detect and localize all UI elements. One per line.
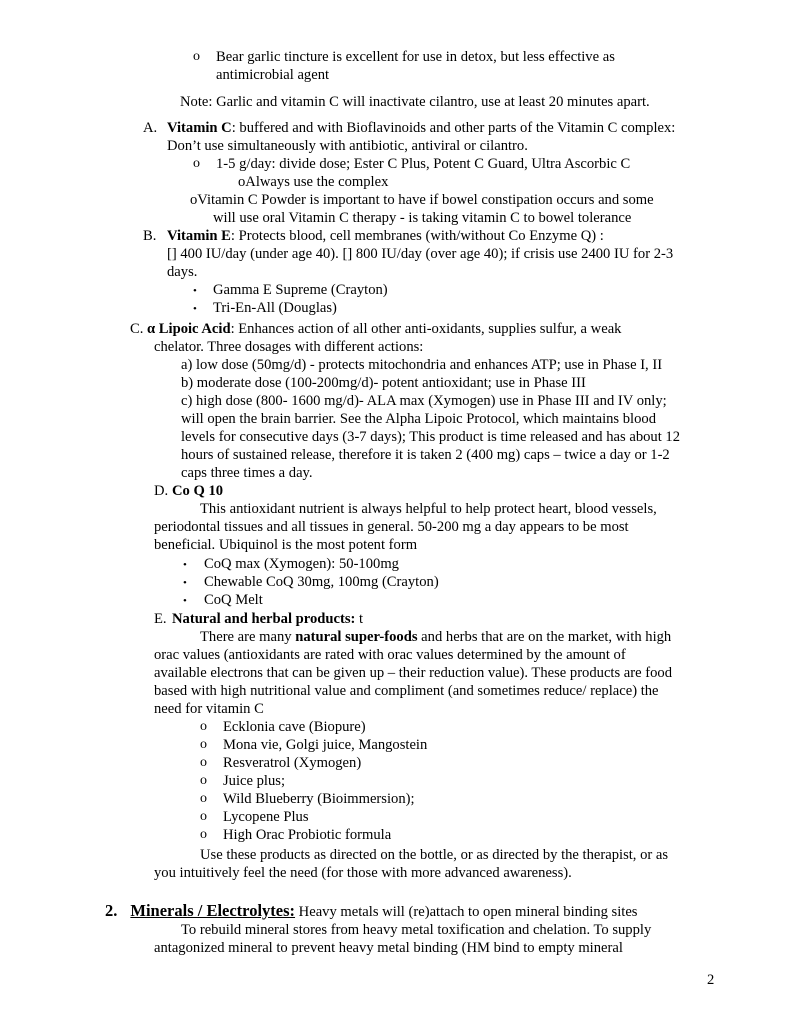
section-title: α Lipoic Acid [147, 321, 231, 337]
text-line: days. [167, 264, 198, 280]
section-title: Co Q 10 [172, 483, 224, 499]
text-line: Bear garlic tincture is excellent for use in detox, but less effective as [216, 49, 615, 65]
list-bullet: • [193, 303, 197, 315]
list-item: Juice plus; [223, 773, 286, 789]
section-heading: Vitamin E: Protects blood, cell membranes (with/without Co Enzyme Q) : [167, 228, 604, 244]
section-heading: Natural and herbal products: t [172, 611, 364, 627]
section-number: 2. [105, 901, 118, 920]
text-line: based with high nutritional value and compliment (and sometimes reduce/ replace) the [154, 683, 659, 699]
text-line: levels for consecutive days (3-7 days); This product is time released and has about 12 [181, 429, 681, 445]
text-line: chelator. Three dosages with different actions: [154, 339, 424, 355]
text-line: you intuitively feel the need (for those with more advanced awareness). [154, 865, 572, 881]
section-heading: α Lipoic Acid: Enhances action of all other anti-oxidants, supplies sulfur, a weak [147, 321, 622, 337]
list-bullet: o [200, 827, 207, 842]
list-item: CoQ max (Xymogen): 50-100mg [204, 556, 399, 572]
section-marker: A. [143, 120, 158, 136]
list-item: Wild Blueberry (Bioimmersion); [223, 791, 415, 807]
list-item: Lycopene Plus [223, 809, 309, 825]
list-item: Chewable CoQ 30mg, 100mg (Crayton) [204, 574, 439, 590]
list-item: CoQ Melt [204, 592, 263, 608]
list-item: Mona vie, Golgi juice, Mangostein [223, 737, 428, 753]
section-marker: E. [154, 611, 167, 627]
text-line: There are many natural super-foods and herbs that are on the market, with high [200, 629, 672, 645]
list-bullet: o [200, 755, 207, 770]
text-line: Use these products as directed on the bottle, or as directed by the therapist, or as [200, 847, 669, 863]
text-line: will use oral Vitamin C therapy - is taking vitamin C to bowel tolerance [213, 210, 632, 226]
list-bullet: o [193, 156, 200, 171]
text-line: To rebuild mineral stores from heavy metal toxification and chelation. To supply [181, 922, 652, 938]
text-line: [] 400 IU/day (under age 40). [] 800 IU/day (over age 40); if crisis use 2400 IU for 2-3 [167, 246, 674, 262]
list-bullet: o [200, 737, 207, 752]
section-title: Natural and herbal products: [172, 611, 356, 627]
section-marker: D. [154, 483, 169, 499]
section-title: Vitamin C [167, 120, 232, 136]
list-bullet: o [200, 791, 207, 806]
text-line: caps three times a day. [181, 465, 313, 481]
text-line: periodontal tissues and all tissues in general. 50-200 mg a day appears to be most [154, 519, 629, 535]
text-line: oVitamin C Powder is important to have if bowel constipation occurs and some [190, 192, 654, 208]
text-line: 1-5 g/day: divide dose; Ester C Plus, Potent C Guard, Ultra Ascorbic C [216, 156, 631, 172]
list-bullet: o [200, 809, 207, 824]
list-bullet: o [193, 49, 200, 64]
text-line: beneficial. Ubiquinol is the most potent form [154, 537, 418, 553]
section-title: Minerals / Electrolytes [130, 901, 290, 920]
text-line: need for vitamin C [154, 701, 264, 717]
list-bullet: • [183, 559, 187, 571]
text-line: oAlways use the complex [238, 174, 389, 190]
text-line: orac values (antioxidants are rated with orac values determined by the amount of [154, 647, 626, 663]
list-item: Ecklonia cave (Biopure) [223, 719, 366, 735]
section-marker: C. [130, 321, 144, 337]
page-number: 2 [707, 972, 715, 988]
list-bullet: • [183, 595, 187, 607]
text-line: a) low dose (50mg/d) - protects mitochondria and enhances ATP; use in Phase I, II [181, 357, 663, 373]
section-title: Vitamin E [167, 228, 231, 244]
text-line: available electrons that can be given up – their reduction value). These products are food [154, 665, 673, 681]
list-item: Resveratrol (Xymogen) [223, 755, 362, 771]
list-bullet: o [200, 773, 207, 788]
list-item: High Orac Probiotic formula [223, 827, 392, 843]
section-heading: Vitamin C: buffered and with Bioflavinoids and other parts of the Vitamin C complex: [167, 120, 676, 136]
list-bullet: • [183, 577, 187, 589]
text-line: antagonized mineral to prevent heavy metal binding (HM bind to empty mineral [154, 940, 623, 956]
text-line: This antioxidant nutrient is always helpful to help protect heart, blood vessels, [200, 501, 657, 517]
text-line: hours of sustained release, therefore it is taken 2 (400 mg) caps – twice a day or 1-2 [181, 447, 670, 463]
text-line: antimicrobial agent [216, 67, 330, 83]
text-line: b) moderate dose (100-200mg/d)- potent antioxidant; use in Phase III [181, 375, 586, 391]
text-line: Don’t use simultaneously with antibiotic, antiviral or cilantro. [167, 138, 528, 154]
text-line: c) high dose (800- 1600 mg/d)- ALA max (Xymogen) use in Phase III and IV only; [181, 393, 667, 409]
list-item: Gamma E Supreme (Crayton) [213, 282, 388, 298]
list-bullet: • [193, 285, 197, 297]
text-line: will open the brain barrier. See the Alpha Lipoic Protocol, which maintains blood [181, 411, 657, 427]
list-item: Tri-En-All (Douglas) [213, 300, 337, 316]
list-bullet: o [200, 719, 207, 734]
note-line: Note: Garlic and vitamin C will inactivate cilantro, use at least 20 minutes apart. [180, 94, 650, 110]
section-marker: B. [143, 228, 157, 244]
section-heading: 2. Minerals / Electrolytes: Heavy metals will (re)attach to open mineral binding sites [105, 901, 638, 920]
